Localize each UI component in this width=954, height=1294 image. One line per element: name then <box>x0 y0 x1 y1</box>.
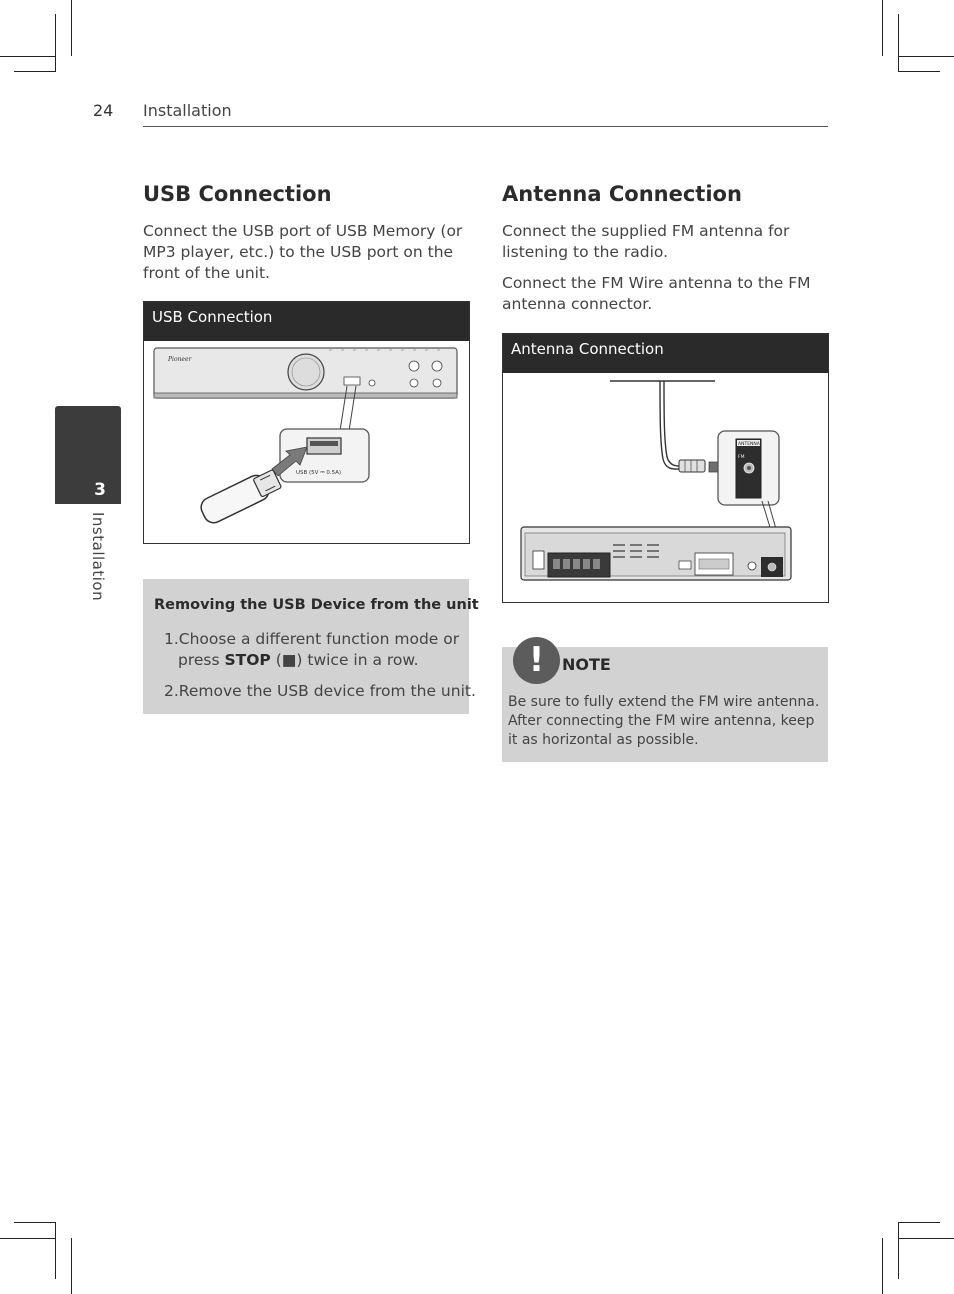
crop-mark <box>882 0 883 56</box>
chapter-tab <box>55 406 121 504</box>
exclamation-icon: ! <box>513 637 560 684</box>
step-1-line-2-post: (■) twice in a row. <box>270 651 419 669</box>
usb-illustration <box>144 341 469 541</box>
stop-label: STOP <box>224 651 271 669</box>
usb-heading: USB Connection <box>143 182 332 206</box>
removing-step-1 <box>164 629 459 671</box>
crop-mark <box>898 71 940 72</box>
section-header-title: Installation <box>143 101 232 120</box>
fm-connector-plug <box>679 460 705 472</box>
crop-mark <box>71 1238 72 1294</box>
usb-stick <box>198 467 283 526</box>
page-number: 24 <box>93 101 114 120</box>
removing-usb-title: Removing the USB Device from the unit <box>154 597 479 613</box>
usb-body: Connect the USB port of USB Memory (or MP3 player, etc.) to the USB port on the front of the unit. <box>143 222 463 282</box>
crop-mark <box>898 1222 899 1279</box>
usb-figure <box>143 301 470 544</box>
fm-label: FM <box>738 455 745 460</box>
antenna-label: ANTENNA <box>738 442 760 447</box>
crop-mark <box>14 71 56 72</box>
removing-usb-box <box>143 579 479 714</box>
crop-mark <box>882 1238 883 1294</box>
note-text: Be sure to fully extend the FM wire antenna. After connecting the FM wire antenna, keep it as horizontal as possible. <box>508 694 820 748</box>
volume-knob <box>288 354 324 390</box>
chapter-number: 3 <box>94 480 106 500</box>
pioneer-logo: Pioneer <box>168 356 192 363</box>
crop-mark <box>898 1222 940 1223</box>
crop-mark <box>898 14 899 71</box>
crop-mark <box>898 1238 954 1239</box>
antenna-figure-title: Antenna Connection <box>503 334 828 373</box>
antenna-figure <box>502 333 829 603</box>
crop-mark <box>898 56 954 57</box>
usb-figure-title: USB Connection <box>144 302 469 341</box>
antenna-heading: Antenna Connection <box>502 182 742 206</box>
crop-mark <box>0 1238 56 1239</box>
crop-mark <box>55 1222 56 1279</box>
chapter-tab-label: Installation <box>89 512 107 602</box>
note-box <box>502 640 828 762</box>
header-divider <box>143 126 828 127</box>
step-1-line-1: 1.Choose a different function mode or <box>164 630 460 648</box>
antenna-body-2: Connect the FM Wire antenna to the FM antenna connector. <box>502 274 811 313</box>
usb-port-panel <box>344 377 360 385</box>
crop-mark <box>0 56 56 57</box>
note-label: NOTE <box>562 655 611 674</box>
crop-mark <box>55 14 56 71</box>
crop-mark <box>71 0 72 56</box>
removing-step-2: 2.Remove the USB device from the unit. <box>164 682 476 700</box>
crop-mark <box>14 1222 56 1223</box>
antenna-illustration <box>503 373 828 600</box>
step-1-line-2-pre: press <box>178 651 225 669</box>
usb-port-label: USB (5V ⎓ 0.5A) <box>296 470 341 476</box>
antenna-body-1: Connect the supplied FM antenna for listening to the radio. <box>502 222 790 261</box>
